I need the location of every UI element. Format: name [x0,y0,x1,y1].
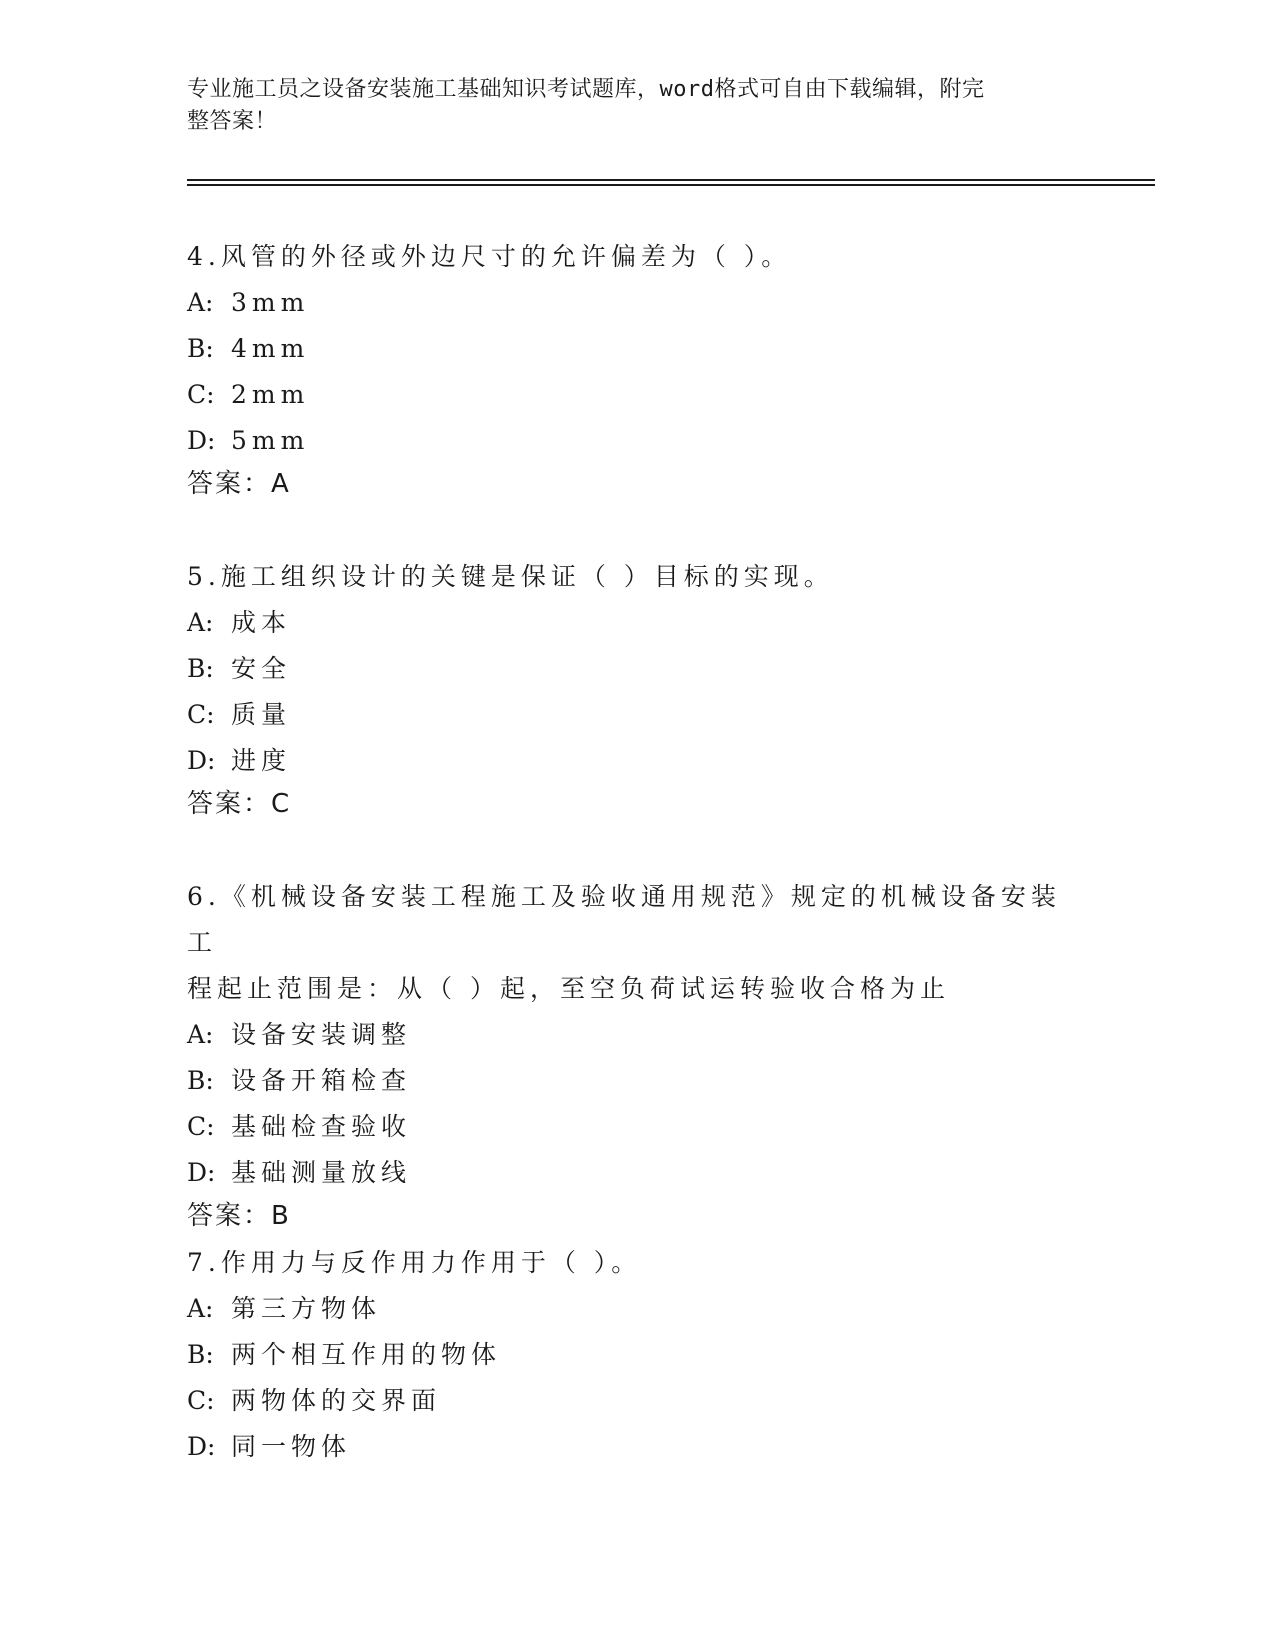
option-letter: C: [187,700,215,729]
option-text: 3mm [231,288,310,317]
option-text: 基础检查验收 [231,1112,412,1141]
option-letter: D: [187,426,216,455]
option-letter: D: [187,1158,216,1187]
option-letter: B: [187,1340,214,1369]
option-c [187,692,1087,738]
option-text: 5mm [231,426,310,455]
option-d [187,418,1087,464]
question-7 [187,1240,1087,1470]
option-b [187,1332,1087,1378]
option-a [187,1286,1087,1332]
option-text: 两物体的交界面 [231,1386,442,1415]
option-d [187,1424,1087,1470]
option-a [187,1012,1087,1058]
question-4 [187,234,1087,504]
option-letter: B: [187,1066,214,1095]
answer-line: 答案：A [187,469,291,499]
option-letter: A: [187,608,214,637]
option-text: 同一物体 [231,1432,352,1461]
option-letter: C: [187,380,215,409]
option-letter: B: [187,654,214,683]
option-b [187,326,1087,372]
header-line-2: 整答案！ [187,109,278,134]
question-stem: 5.施工组织设计的关键是保证（ ）目标的实现。 [187,562,834,591]
option-c [187,372,1087,418]
option-text: 质量 [231,700,292,729]
option-text: 设备安装调整 [231,1020,412,1049]
option-text: 第三方物体 [231,1294,382,1323]
option-text: 两个相互作用的物体 [231,1340,502,1369]
option-c [187,1378,1087,1424]
header-line-1: 专业施工员之设备安装施工基础知识考试题库，word格式可自由下载编辑，附完 [187,77,985,102]
document-header [187,74,1067,138]
option-letter: A: [187,288,214,317]
header-divider-bottom [187,184,1155,186]
option-letter: D: [187,746,216,775]
question-5 [187,554,1087,824]
option-letter: B: [187,334,214,363]
option-a [187,280,1087,326]
answer-line: 答案：B [187,1201,291,1231]
option-letter: A: [187,1020,214,1049]
question-stem: 7.作用力与反作用力作用于（ ）。 [187,1248,642,1277]
option-d [187,738,1087,784]
answer-line: 答案：C [187,789,292,819]
option-text: 进度 [231,746,292,775]
option-text: 设备开箱检查 [231,1066,412,1095]
option-text: 成本 [231,608,292,637]
option-letter: D: [187,1432,216,1461]
option-b [187,1058,1087,1104]
question-stem-line-2: 程起止范围是：从（ ）起，至空负荷试运转验收合格为止 [187,974,950,1003]
option-text: 2mm [231,380,310,409]
option-letter: C: [187,1112,215,1141]
option-d [187,1150,1087,1196]
question-stem-line-1: 6.《机械设备安装工程施工及验收通用规范》规定的机械设备安装工 [187,882,1061,957]
option-text: 基础测量放线 [231,1158,412,1187]
question-stem: 4.风管的外径或外边尺寸的允许偏差为（ ）。 [187,242,792,271]
question-6 [187,874,1087,1236]
option-text: 安全 [231,654,292,683]
option-c [187,1104,1087,1150]
option-letter: C: [187,1386,215,1415]
option-a [187,600,1087,646]
header-divider-top [187,179,1155,181]
option-text: 4mm [231,334,310,363]
option-b [187,646,1087,692]
option-letter: A: [187,1294,214,1323]
